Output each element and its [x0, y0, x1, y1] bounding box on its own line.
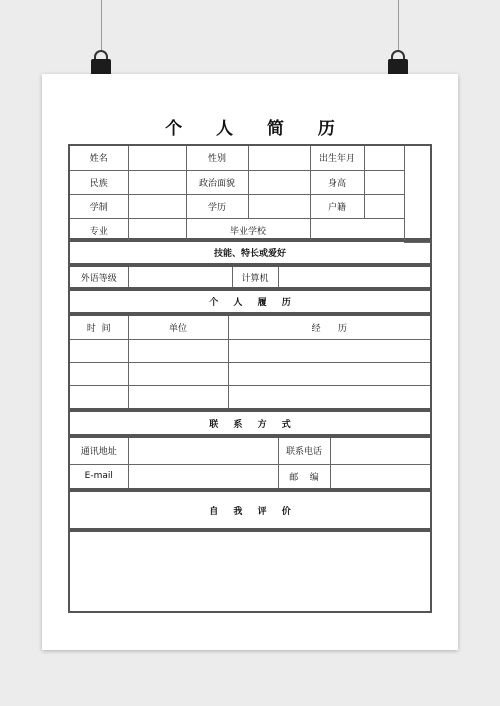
label-ethnicity: 民族 — [70, 170, 128, 194]
history-exp-cell[interactable] — [228, 385, 430, 408]
skills-section — [68, 265, 432, 289]
label-computer: 计算机 — [232, 267, 278, 287]
field-language[interactable] — [128, 267, 232, 287]
skills-heading: 技能、特长或爱好 — [68, 240, 432, 265]
label-school: 毕业学校 — [186, 218, 310, 242]
self-eval-heading: 自 我 评 价 — [68, 490, 432, 530]
history-section — [68, 314, 432, 410]
hanging-wire-right — [398, 0, 399, 52]
label-height: 身高 — [310, 170, 364, 194]
field-education[interactable] — [248, 194, 310, 218]
field-height[interactable] — [364, 170, 404, 194]
history-exp-cell[interactable] — [228, 362, 430, 385]
contact-table — [70, 438, 430, 488]
field-address[interactable] — [128, 438, 278, 464]
field-birth[interactable] — [364, 146, 404, 170]
self-eval-field[interactable] — [68, 530, 432, 613]
field-political[interactable] — [248, 170, 310, 194]
col-time-header: 时 间 — [70, 316, 128, 339]
field-phone[interactable] — [330, 438, 430, 464]
field-computer[interactable] — [278, 267, 430, 287]
contact-heading: 联 系 方 式 — [68, 410, 432, 436]
field-name[interactable] — [128, 146, 186, 170]
label-household: 户籍 — [310, 194, 364, 218]
label-name: 姓名 — [70, 146, 128, 170]
label-phone: 联系电话 — [278, 438, 330, 464]
history-time-cell[interactable] — [70, 385, 128, 408]
history-time-cell[interactable] — [70, 362, 128, 385]
field-email[interactable] — [128, 464, 278, 488]
contact-section — [68, 436, 432, 490]
label-postcode: 邮 编 — [278, 464, 330, 488]
col-unit-header: 单位 — [128, 316, 228, 339]
label-education: 学历 — [186, 194, 248, 218]
col-exp-header: 经 历 — [228, 316, 430, 339]
field-ethnicity[interactable] — [128, 170, 186, 194]
label-address: 通讯地址 — [70, 438, 128, 464]
label-schooling: 学制 — [70, 194, 128, 218]
photo-area[interactable] — [404, 146, 430, 242]
page-title: 个 人 简 历 — [165, 119, 349, 139]
label-gender: 性别 — [186, 146, 248, 170]
basic-info-table — [70, 146, 430, 243]
label-birth: 出生年月 — [310, 146, 364, 170]
field-major[interactable] — [128, 218, 186, 242]
label-language: 外语等级 — [70, 267, 128, 287]
field-school[interactable] — [310, 218, 404, 242]
field-gender[interactable] — [248, 146, 310, 170]
skills-table — [70, 267, 430, 287]
history-time-cell[interactable] — [70, 339, 128, 362]
history-unit-cell[interactable] — [128, 362, 228, 385]
label-political: 政治面貌 — [186, 170, 248, 194]
field-schooling[interactable] — [128, 194, 186, 218]
history-unit-cell[interactable] — [128, 339, 228, 362]
label-major: 专业 — [70, 218, 128, 242]
history-unit-cell[interactable] — [128, 385, 228, 408]
hanging-wire-left — [101, 0, 102, 52]
basic-info-section — [68, 144, 432, 240]
field-postcode[interactable] — [330, 464, 430, 488]
history-exp-cell[interactable] — [228, 339, 430, 362]
history-heading: 个 人 履 历 — [68, 289, 432, 314]
history-table — [70, 316, 430, 408]
field-household[interactable] — [364, 194, 404, 218]
label-email: E-mail — [70, 464, 128, 488]
